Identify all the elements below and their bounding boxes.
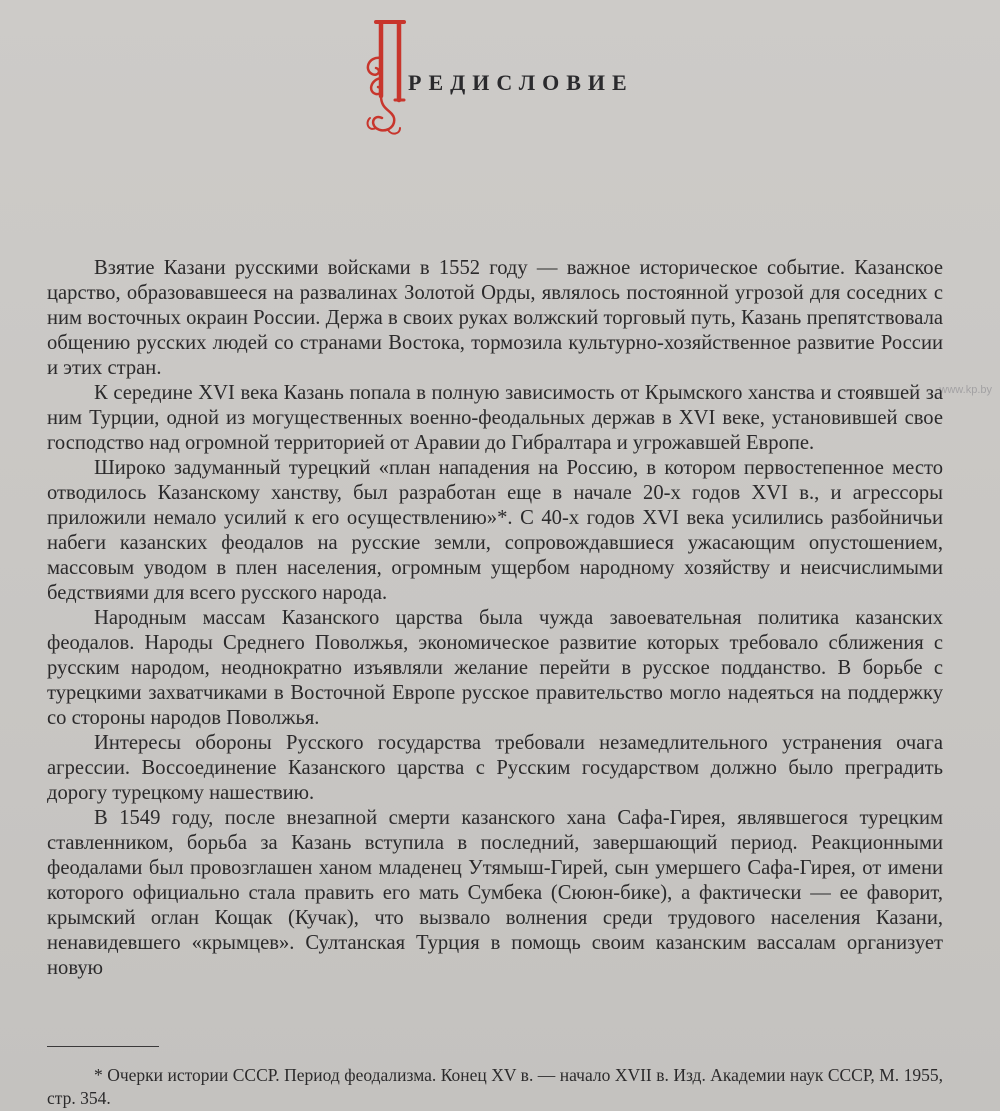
paragraph: К середине XVI века Казань попала в полную зависимость от Крымского ханства и стоявшей за ним Турции, одной из могущественных военно-феодальных держав в XVI веке, установившей свое господство над огромной территорией от Аравии до Гибралтара и угрожавшей Европе. bbox=[47, 382, 943, 454]
paragraph: Народным массам Казанского царства была чужда завоевательная политика казанских феодалов. Народы Среднего Поволжья, экономическое развитие которых требовало сближения с русским народом, неоднократно изъявляли желание перейти в русское подданство. В борьбе с турецкими захватчиками в Восточной Европе русское правительство могло надеяться на поддержку со стороны народов Поволжья. bbox=[47, 607, 943, 729]
watermark: www.kp.by bbox=[939, 384, 992, 396]
paragraph: В 1549 году, после внезапной смерти казанского хана Сафа-Гирея, являвшегося турецким ставленником, борьба за Казань вступила в последний, завершающий период. Реакционными феодалами был провозглашен ханом младенец Утямыш-Гирей, сын умершего Сафа-Гирея, от имени которого официально стала править его мать Сумбека (Сююн-бике), а фактически — ее фаворит, крымский оглан Кощак (Кучак), что вызвало волнения среди трудового населения Казани, ненавидевшего «крымцев». Султанская Турция в помощь своим казанским вассалам организует новую bbox=[47, 807, 943, 979]
footnote-divider bbox=[47, 1046, 159, 1047]
footnote bbox=[47, 1064, 943, 1110]
footnote-text: * Очерки истории СССР. Период феодализма. Конец XV в. — начало XVII в. Изд. Академии наук СССР, М. 1955, стр. 354. bbox=[47, 1065, 943, 1108]
paragraph: Взятие Казани русскими войсками в 1552 году — важное историческое событие. Казанское царство, образовавшееся на развалинах Золотой Орды, являлось постоянной угрозой для соседних с ним восточных окраин России. Держа в своих руках волжский торговый путь, Казань препятствовала общению русских людей со странами Востока, тормозила культурно-хозяйственное развитие России и этих стран. bbox=[47, 257, 943, 379]
paragraph: Широко задуманный турецкий «план нападения на Россию, в котором первостепенное место отводилось Казанскому ханству, был разработан еще в начале 20-х годов XVI в., и агрессоры приложили немало усилий к его осуществлению»*. С 40-х годов XVI века усилились разбойничьи набеги казанских феодалов на русские земли, сопровождавшиеся ужасающим опустошением, массовым уводом в плен населения, огромным ущербом народному хозяйству и неисчислимыми бедствиями для всего русского народа. bbox=[47, 457, 943, 604]
chapter-heading bbox=[362, 18, 634, 138]
initial-letter-text: П bbox=[362, 18, 363, 19]
ornamental-initial-p-icon bbox=[362, 18, 406, 138]
main-text bbox=[47, 256, 943, 981]
chapter-title: РЕДИСЛОВИЕ bbox=[408, 70, 634, 95]
paragraph: Интересы обороны Русского государства требовали незамедлительного устранения очага агрессии. Воссоединение Казанского царства с Русским государством должно было преградить дорогу турецкому нашествию. bbox=[47, 732, 943, 804]
